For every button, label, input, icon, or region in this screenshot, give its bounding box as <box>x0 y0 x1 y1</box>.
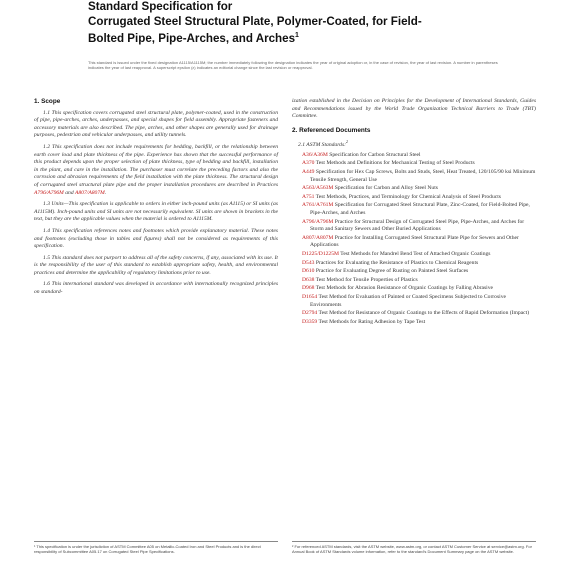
reference-item <box>302 268 536 276</box>
title-line-3 <box>88 29 488 46</box>
section-heading-referenced-documents: 2. Referenced Documents <box>292 126 371 134</box>
reference-item <box>302 160 536 168</box>
reference-item <box>302 185 536 193</box>
astm-standards-subheading <box>298 138 536 149</box>
reference-item <box>302 235 536 250</box>
reference-list <box>292 152 536 326</box>
paragraph-1-5: 1.5 This standard does not purport to address all of the safety concerns, if any, associated with its use. It is the responsibility of the user of this standard to establish appropriate safety, health, and environmental practices and determine the applicability of regulatory limitations prior to use. <box>34 254 278 276</box>
reference-item <box>302 251 536 259</box>
section-heading-scope: 1. Scope <box>34 98 61 105</box>
reference-code-link[interactable]: A796/A796M <box>302 218 334 225</box>
reference-code-link[interactable]: D610 <box>302 268 315 275</box>
reference-code-link[interactable]: D1225/D1225M <box>302 250 339 257</box>
period-text: . <box>104 189 107 196</box>
paragraph-1-6-continued: ization established in the Decision on Principles for the Development of International Standards, Guides and Recommendations issued by the World Trade Organization Technical Barriers to Trade (TBT) Committee. <box>292 98 536 120</box>
reference-item <box>302 219 536 234</box>
and-text: and <box>65 189 74 196</box>
reference-item <box>302 202 536 217</box>
reference-title: Test Method for Tensile Properties of Plastics <box>315 276 418 283</box>
reference-item <box>302 294 536 309</box>
reference-title: Practice for Structural Design of Corrugated Steel Pipe, Pipe-Arches, and Arches for Storm and Sanitary Sewers and Other Buried Applications <box>310 218 525 233</box>
reference-code-link[interactable]: D638 <box>302 276 315 283</box>
reference-code-link[interactable]: A751 <box>302 193 315 200</box>
title-footnote-marker: 1 <box>295 32 299 39</box>
footnote-1: ¹ This specification is under the jurisdiction of ASTM Committee A05 on Metallic-Coated Iron and Steel Products and is the direct responsibility of Subcommittee A05.17 on Corrugated Steel Pipe Specifications. <box>34 541 278 554</box>
reference-code-link[interactable]: A370 <box>302 160 315 167</box>
reference-item <box>302 277 536 285</box>
astm-standards-label: 2.1 ASTM Standards: <box>298 142 347 149</box>
astm-footnote-marker: 2 <box>346 139 349 145</box>
reference-title: Test Method for Resistance of Organic Coatings to the Effects of Rapid Deformation (Impact) <box>318 310 530 317</box>
ref-link-a807[interactable]: A807/A807M <box>74 189 105 196</box>
reference-item <box>302 285 536 293</box>
designation-note: This standard is issued under the fixed designation A1115/A1115M; the number immediately following the designation indicates the year of original adoption or, in the case of revision, the year of last revision. A number in parentheses indicates the year of last reapproval. A superscript epsilon (ε) indicates an editorial change since the last revision or reapproval. <box>88 60 498 71</box>
reference-code-link[interactable]: A807/A807M <box>302 234 334 241</box>
reference-title: Specification for Corrugated Steel Structural Plate, Zinc-Coated, for Field-Bolted Pipe, Pipe-Arches, and Arches <box>310 202 530 216</box>
ref-link-a796[interactable]: A796/A796M <box>34 189 64 196</box>
paragraph-1-2-text: 1.2 This specification does not include requirements for bedding, backfill, or the relationship between earth cover load and plate thickness of the pipe. Experience has shown that the successful performance of this product depends upon the proper selection of plate thickness, type of bedding and backfill, installation in the plant, and care in the installation. The purchaser must correlate the preceding factors and also the corrosion and abrasion requirements of the field installation with the plate thickness. The structural design of corrugated steel structural plate pipe and the proper installation procedures are described in Practices <box>34 143 278 188</box>
reference-item <box>302 310 536 318</box>
reference-code-link[interactable]: D2794 <box>302 310 318 317</box>
title-line-1: Standard Specification for <box>88 0 233 13</box>
document-title <box>88 0 488 46</box>
reference-item <box>302 169 536 184</box>
reference-title: Specification for Carbon and Alloy Steel Nuts <box>334 185 438 192</box>
paragraph-1-2 <box>34 144 278 197</box>
reference-code-link[interactable]: D968 <box>302 285 315 292</box>
reference-code-link[interactable]: A563/A563M <box>302 185 334 192</box>
left-column <box>34 98 278 301</box>
reference-title: Practices for Evaluating the Resistance of Plastics to Chemical Reagents <box>315 259 479 266</box>
reference-title: Test Methods and Definitions for Mechanical Testing of Steel Products <box>315 160 475 167</box>
reference-code-link[interactable]: D3359 <box>302 318 318 325</box>
title-line-2: Corrugated Steel Structural Plate, Polymer-Coated, for Field- <box>88 14 422 28</box>
reference-item <box>302 194 536 202</box>
right-column <box>292 98 536 327</box>
reference-title: Specification for Hex Cap Screws, Bolts and Studs, Steel, Heat Treated, 120/105/90 ksi Minimum Tensile Strength, General Use <box>310 169 536 183</box>
reference-code-link[interactable]: A761/A761M <box>302 202 334 209</box>
paragraph-1-3: 1.3 Units—This specification is applicable to orders in either inch-pound units (as A1115) or SI units (as A1115M). Inch-pound units and SI units are not necessarily equivalent. SI units are shown in brackets in the text, but they are the applicable values when the material is ordered to A1115M. <box>34 201 278 223</box>
paragraph-1-6: 1.6 This international standard was developed in accordance with internationally recognized principles on standard- <box>34 281 278 296</box>
paragraph-1-4: 1.4 This specification references notes and footnotes which provide explanatory material. These notes and footnotes (excluding those in tables and figures) shall not be considered as requirements of this specification. <box>34 227 278 250</box>
reference-title: Test Methods for Rating Adhesion by Tape Test <box>318 318 426 325</box>
reference-item <box>302 152 536 160</box>
reference-title: Specification for Carbon Structural Steel <box>329 151 421 158</box>
reference-code-link[interactable]: D543 <box>302 259 315 266</box>
reference-item <box>302 260 536 268</box>
reference-title: Test Methods, Practices, and Terminology for Chemical Analysis of Steel Products <box>315 193 501 200</box>
reference-title: Test Methods for Mandrel Bend Test of Attached Organic Coatings <box>340 250 491 257</box>
paragraph-1-1: 1.1 This specification covers corrugated steel structural plate, polymer-coated, used in the construction of pipe, pipe-arches, arches, underpasses, and special shapes for field assembly. Appropriate fasteners and accessory materials are also described. The pipe, arches, and other shapes are generally used for drainage purposes, pedestrian and vehicular underpasses, and utility tunnels. <box>34 109 278 139</box>
reference-title: Test Method for Evaluation of Painted or Coated Specimens Subjected to Corrosive Environments <box>310 293 506 308</box>
reference-code-link[interactable]: D1654 <box>302 293 318 300</box>
reference-title: Practice for Installing Corrugated Steel Structural Plate Pipe for Sewers and Other Applications <box>310 234 519 249</box>
reference-title: Test Methods for Abrasion Resistance of Organic Coatings by Falling Abrasive <box>315 285 493 292</box>
reference-title: Practice for Evaluating Degree of Rusting on Painted Steel Surfaces <box>315 268 469 275</box>
reference-code-link[interactable]: A449 <box>302 169 315 176</box>
reference-code-link[interactable]: A36/A36M <box>302 151 328 158</box>
reference-item <box>302 319 536 327</box>
footnote-2: ² For referenced ASTM standards, visit the ASTM website, www.astm.org, or contact ASTM Customer Service at service@astm.org. For Annual Book of ASTM Standards volume information, refer to the standard's Document Summary page on the ASTM website. <box>292 541 536 554</box>
title-line-3-text: Bolted Pipe, Pipe-Arches, and Arches <box>88 31 296 45</box>
